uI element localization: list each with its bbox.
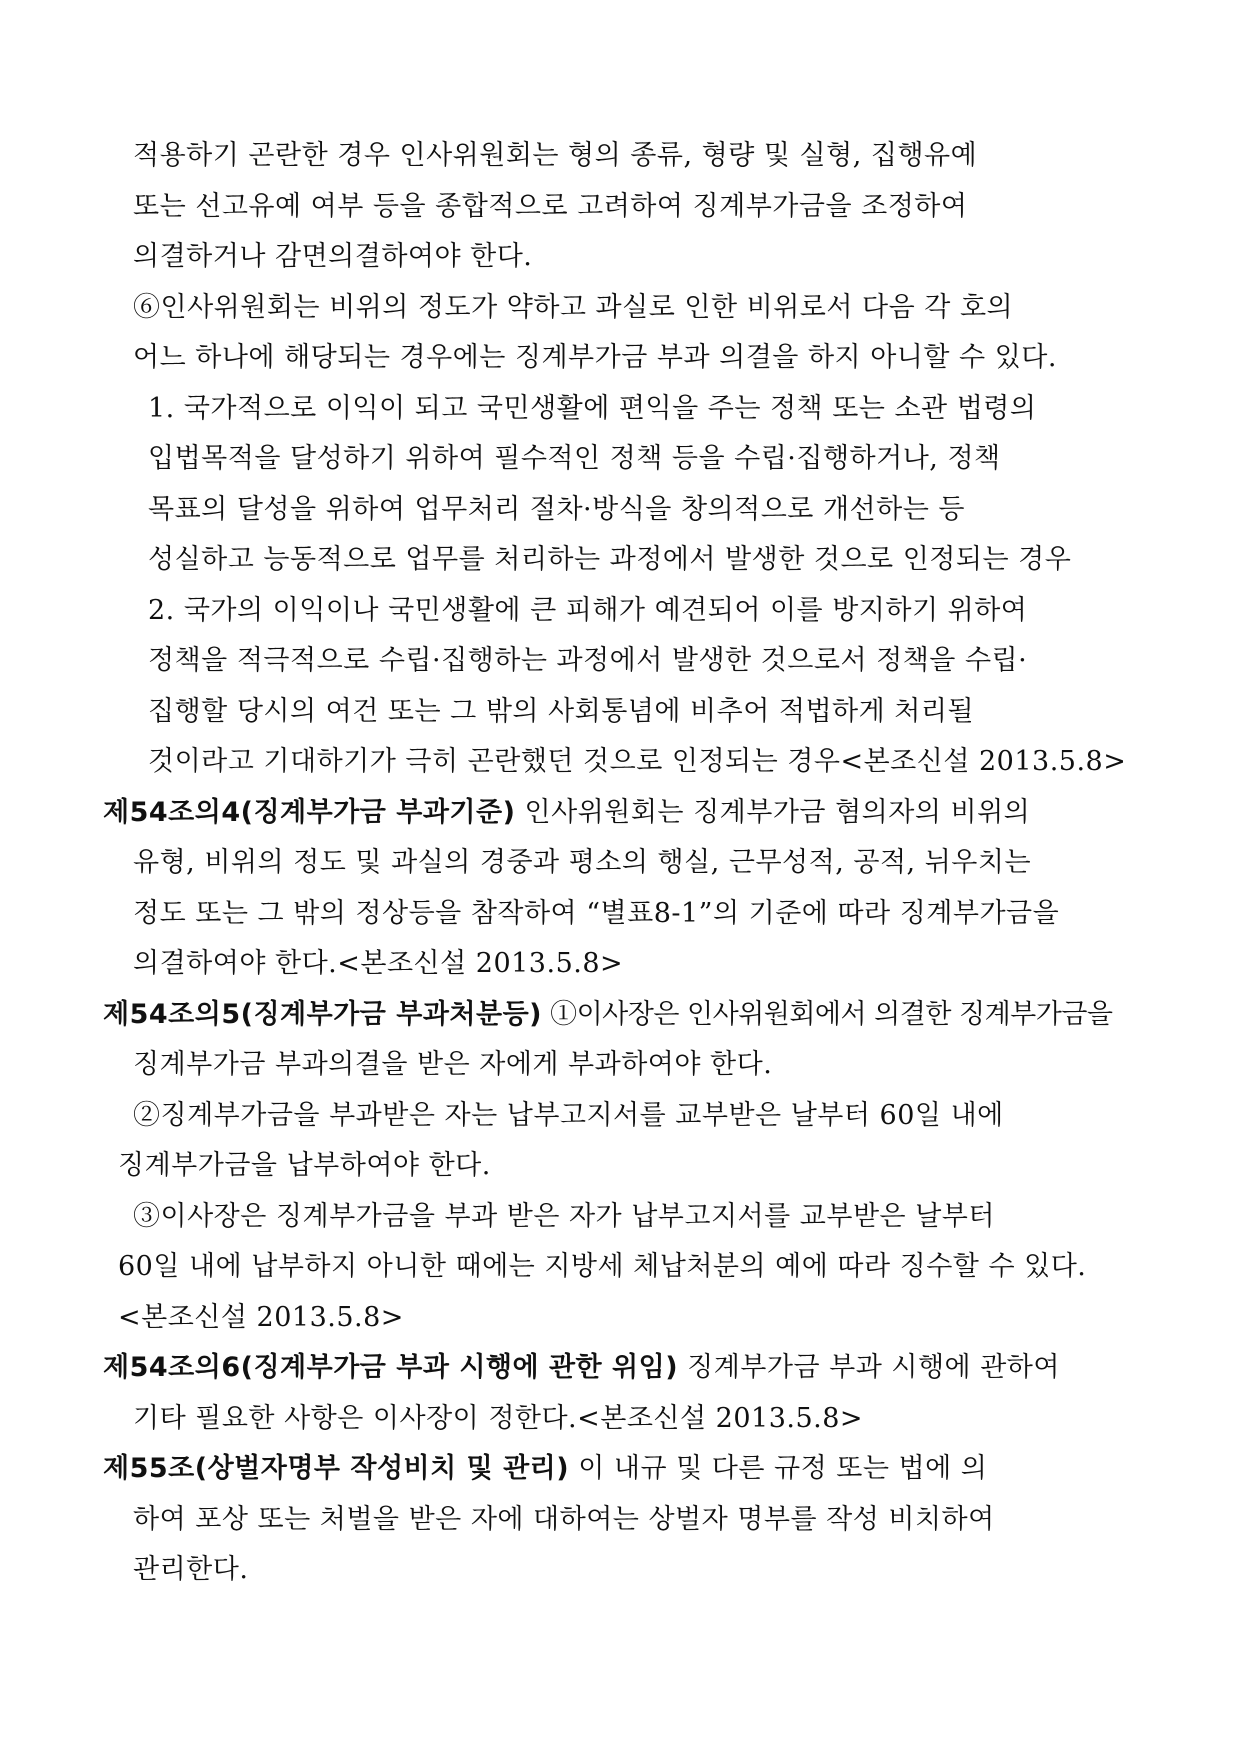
text-line: 2. 국가의 이익이나 국민생활에 큰 피해가 예견되어 이를 방지하기 위하여 — [148, 595, 1028, 626]
text-line: 의결하여야 한다.<본조신설 2013.5.8> — [133, 948, 624, 979]
text-line: ③이사장은 징계부가금을 부과 받은 자가 납부고지서를 교부받은 날부터 — [133, 1201, 995, 1232]
article-heading: 제55조(상벌자명부 작성비치 및 관리) — [103, 1453, 570, 1484]
text-line: 1. 국가적으로 이익이 되고 국민생활에 편익을 주는 정책 또는 소관 법령의 — [148, 393, 1037, 424]
text-line: 적용하기 곤란한 경우 인사위원회는 형의 종류, 형량 및 실형, 집행유예 — [133, 140, 978, 171]
text-line: 징계부가금 부과의결을 받은 자에게 부과하여야 한다. — [133, 1049, 773, 1080]
article-heading: 제54조의4(징계부가금 부과기준) — [103, 797, 516, 828]
text-line: 입법목적을 달성하기 위하여 필수적인 정책 등을 수립·집행하거나, 정책 — [148, 443, 1001, 474]
text-line: <본조신설 2013.5.8> — [118, 1302, 404, 1333]
article-heading: 제54조의5(징계부가금 부과처분등) — [103, 999, 543, 1030]
article-first-line — [103, 997, 1113, 1033]
article-text: 인사위원회는 징계부가금 혐의자의 비위의 — [515, 797, 1031, 828]
text-line: ②징계부가금을 부과받은 자는 납부고지서를 교부받은 날부터 60일 내에 — [133, 1100, 1004, 1131]
text-line: 정도 또는 그 밖의 정상등을 참작하여 “별표8-1”의 기준에 따라 징계부가금을 — [133, 898, 1060, 929]
text-line: 성실하고 능동적으로 업무를 처리하는 과정에서 발생한 것으로 인정되는 경우 — [148, 544, 1072, 575]
article-first-line — [103, 795, 1030, 831]
text-line: 기타 필요한 사항은 이사장이 정한다.<본조신설 2013.5.8> — [133, 1403, 864, 1434]
text-line: 집행할 당시의 여건 또는 그 밖의 사회통념에 비추어 적법하게 처리될 — [148, 696, 975, 727]
text-line: 목표의 달성을 위하여 업무처리 절차·방식을 창의적으로 개선하는 등 — [148, 494, 965, 525]
article-text: 징계부가금 부과 시행에 관하여 — [678, 1352, 1060, 1383]
text-line: 의결하거나 감면의결하여야 한다. — [133, 241, 533, 272]
text-line: 관리한다. — [133, 1554, 249, 1585]
text-line: 정책을 적극적으로 수립·집행하는 과정에서 발생한 것으로서 정책을 수립· — [148, 645, 1028, 676]
article-first-line — [103, 1350, 1060, 1386]
text-line: 어느 하나에 해당되는 경우에는 징계부가금 부과 의결을 하지 아니할 수 있다. — [133, 342, 1057, 373]
article-text: ①이사장은 인사위원회에서 의결한 징계부가금을 — [542, 999, 1113, 1030]
article-text: 이 내규 및 다른 규정 또는 법에 의 — [569, 1453, 988, 1484]
text-line: 유형, 비위의 정도 및 과실의 경중과 평소의 행실, 근무성적, 공적, 뉘우치는 — [133, 847, 1032, 878]
article-first-line — [103, 1451, 987, 1487]
article-heading: 제54조의6(징계부가금 부과 시행에 관한 위임) — [103, 1352, 679, 1383]
text-line: 하여 포상 또는 처벌을 받은 자에 대하여는 상벌자 명부를 작성 비치하여 — [133, 1504, 995, 1535]
text-line: 것이라고 기대하기가 극히 곤란했던 것으로 인정되는 경우<본조신설 2013.5.8> — [148, 746, 1127, 777]
text-line: 또는 선고유예 여부 등을 종합적으로 고려하여 징계부가금을 조정하여 — [133, 191, 968, 222]
text-line: ⑥인사위원회는 비위의 정도가 약하고 과실로 인한 비위로서 다음 각 호의 — [133, 292, 1014, 323]
text-line: 징계부가금을 납부하여야 한다. — [118, 1150, 491, 1181]
text-line: 60일 내에 납부하지 아니한 때에는 지방세 체납처분의 예에 따라 징수할 수 있다. — [118, 1251, 1087, 1282]
